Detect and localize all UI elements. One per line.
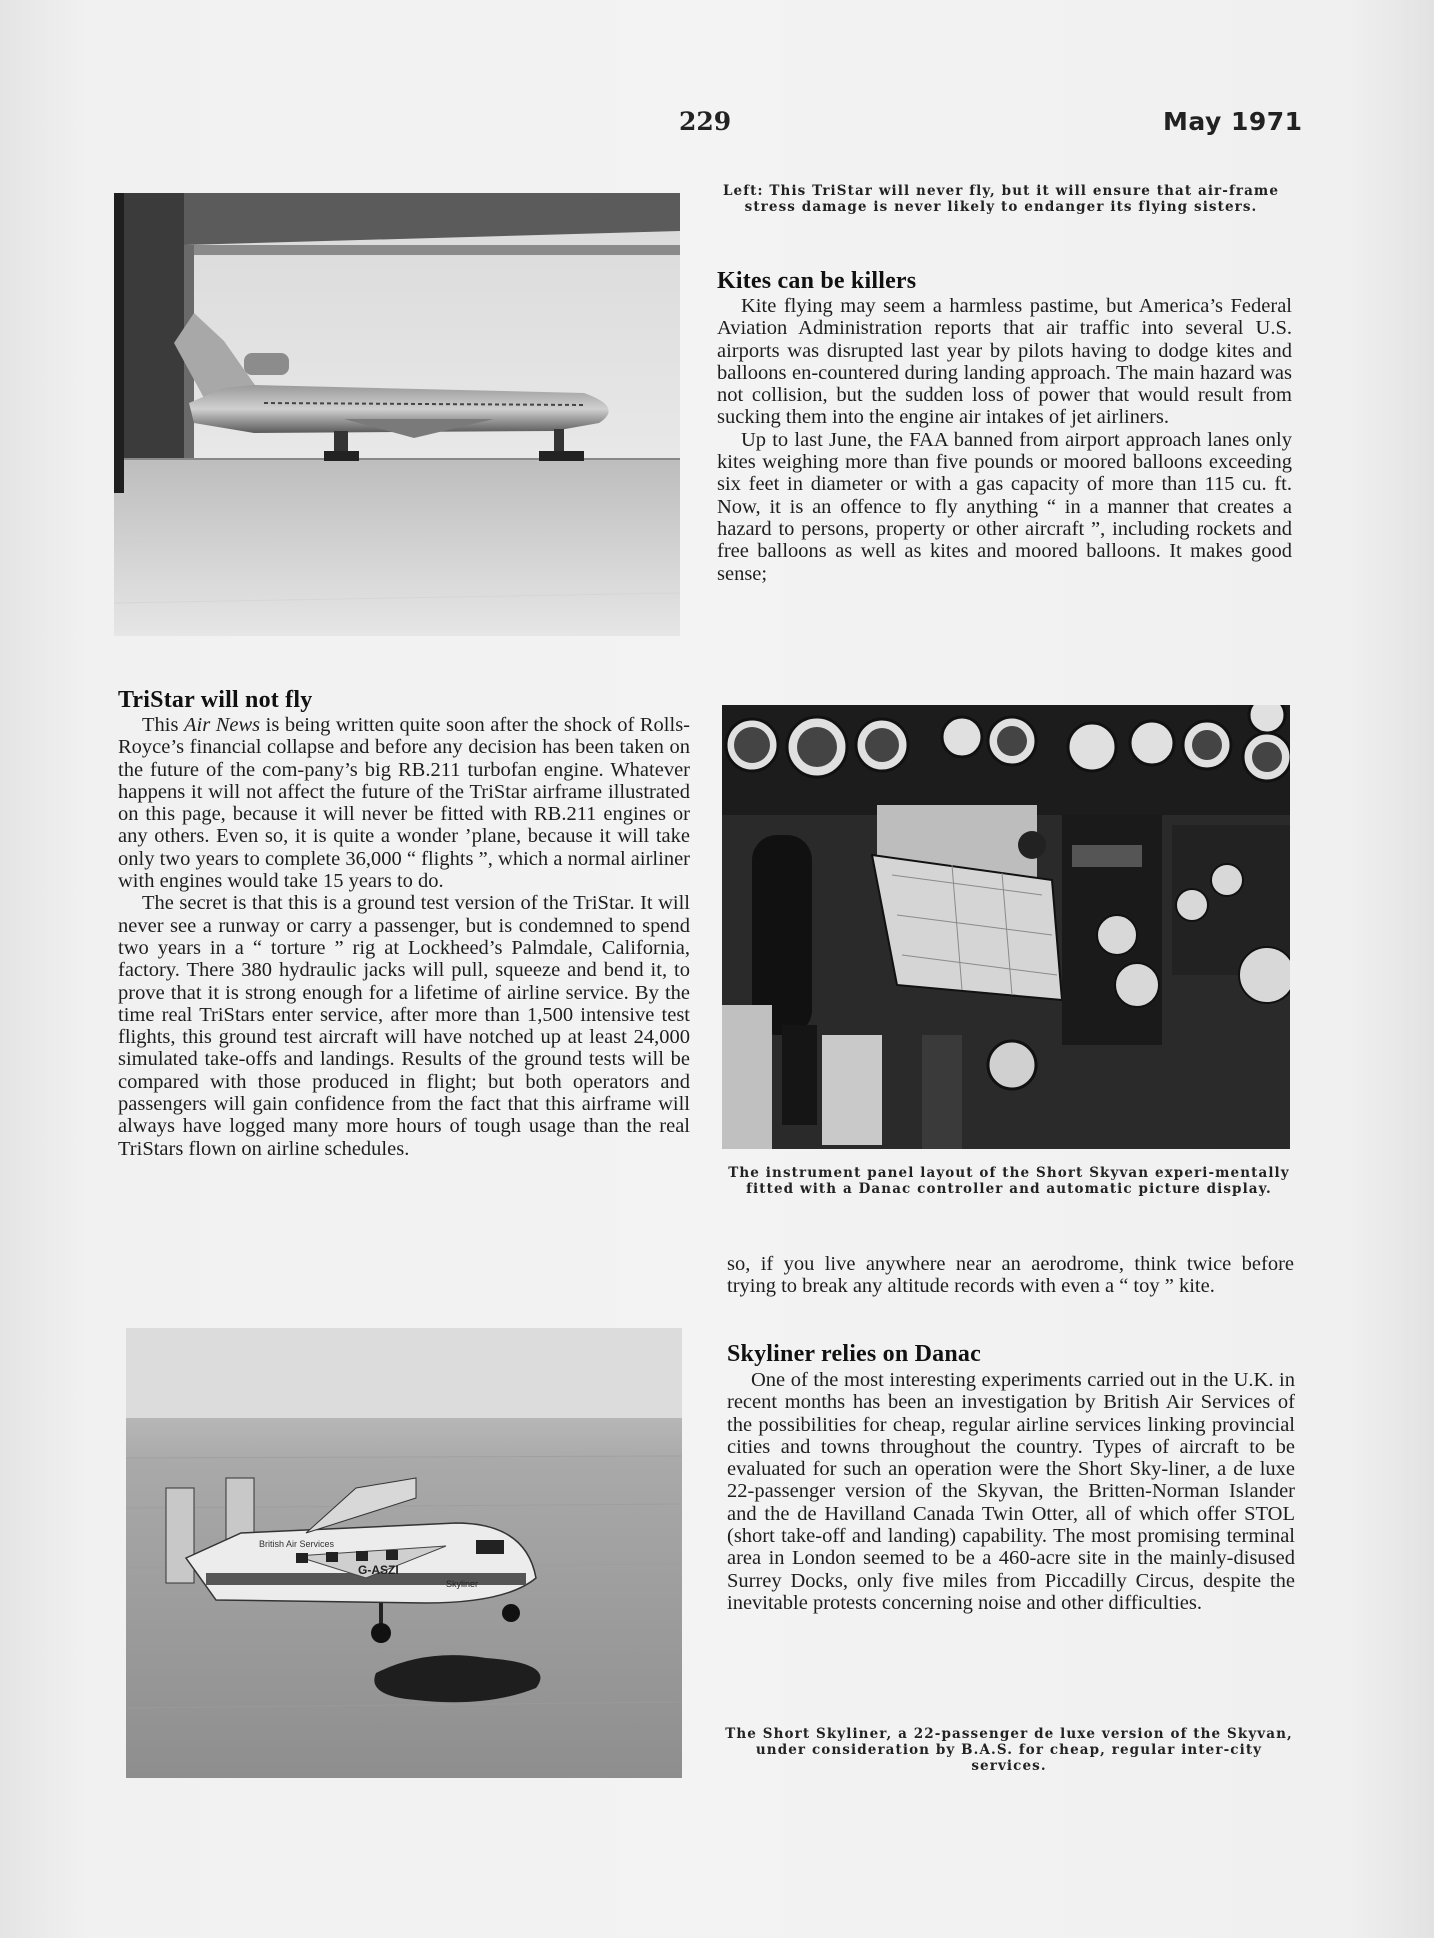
kites-article-continued [727,1253,1294,1298]
skyliner-heading: Skyliner relies on Danac [727,1341,981,1367]
tristar-heading: TriStar will not fly [118,687,313,713]
skyliner-photo-caption: The Short Skyliner, a 22-passenger de luxe version of the Skyvan, under consideration by B.A.S. for cheap, regular inter-city services. [725,1726,1293,1774]
skyliner-article-body [727,1369,1295,1614]
tristar-article-body [118,714,690,1160]
kites-paragraph-3: so, if you live anywhere near an aerodrome, think twice before trying to break any altitude records with even a “ toy ” kite. [727,1253,1294,1298]
instrument-panel-photo [722,705,1290,1149]
skyliner-paragraph-1: One of the most interesting experiments carried out in the U.K. in recent months has been an investigation by British Air Services of the possibilities for cheap, regular airline services linking provincial cities and towns throughout the country. Types of aircraft to be evaluated for such an operation were the Short Sky-liner, a de luxe 22-passenger version of the Skyvan, the Britten-Norman Islander and the de Havilland Canada Twin Otter, all of which offer STOL (short take-off and landing) capability. The most promising terminal area in London seemed to be a 460-acre site in the mainly-disused Surrey Docks, only five miles from Piccadilly Circus, despite the inevitable protests concerning noise and other difficulties. [727,1369,1295,1614]
kites-paragraph-2: Up to last June, the FAA banned from airport approach lanes only kites weighing more than five pounds or moored balloons exceeding six feet in diameter or with a gas capacity of more than 115 cu. ft. Now, it is an offence to fly anything “ in a manner that creates a hazard to persons, property or other aircraft ”, including rockets and free balloons as well as kites and moored balloons. It makes good sense; [717,428,1292,585]
kites-heading: Kites can be killers [717,268,917,294]
tristar-photo-caption: Left: This TriStar will never fly, but it will ensure that air-frame stress damage is never likely to endanger its flying sisters. [722,183,1280,215]
tristar-p1-rest: is being written quite soon after the shock of Rolls-Royce’s financial collapse and before any decision has been taken on the future of the com-pany’s big RB.211 turbofan engine. Whatever happens it will not affect the future of the TriStar airframe illustrated on this page, because it will never be fitted with RB.211 engines or any others. Even so, it is quite a wonder ’plane, because it will take only two years to complete 36,000 “ flights ”, which a normal airliner with engines would take 15 years to do. [118,714,691,893]
air-news-italic: Air News [183,714,261,736]
tristar-p1-lead: This [142,714,184,736]
skyliner-photo-graphic [126,1328,682,1778]
instrument-panel-caption: The instrument panel layout of the Short Skyvan experi-mentally fitted with a Danac controller and automatic picture display. [728,1165,1290,1197]
tristar-photo [114,193,680,636]
tristar-paragraph-2: The secret is that this is a ground test version of the TriStar. It will never see a runway or carry a passenger, but is condemned to spend two years in a “ torture ” rig at Lockheed’s Palmdale, California, factory. There 380 hydraulic jacks will pull, squeeze and bend it, to prove that it is strong enough for a lifetime of airline service. By the time real TriStars enter service, after more than 1,500 intensive test flights, this ground test aircraft will have notched up at least 24,000 simulated take-offs and landings. Results of the ground tests will be compared with those produced in flight; but both operators and passengers will gain confidence from the fact that this airframe will always have logged many more hours of tough usage than the real TriStars flown on airline schedules. [118,892,690,1160]
instrument-panel-graphic [722,705,1290,1149]
kites-article-body [717,295,1292,585]
aircraft-airline-text: British Air Services [259,1539,335,1549]
aircraft-registration-text: G-ASZI [358,1563,399,1577]
tristar-photo-graphic [114,193,680,636]
skyliner-photo [126,1328,682,1778]
aircraft-type-text: Skyliner [446,1579,479,1589]
issue-date: May 1971 [1163,107,1303,136]
page-number: 229 [679,107,732,136]
kites-paragraph-1: Kite flying may seem a harmless pastime, but America’s Federal Aviation Administration reports that air traffic into several U.S. airports was disrupted last year by pilots having to dodge kites and balloons en-countered during landing approach. The main hazard was not collision, but the sudden loss of power that would result from sucking them into the engine air intakes of jet airliners. [717,295,1292,429]
tristar-paragraph-1 [118,714,690,892]
